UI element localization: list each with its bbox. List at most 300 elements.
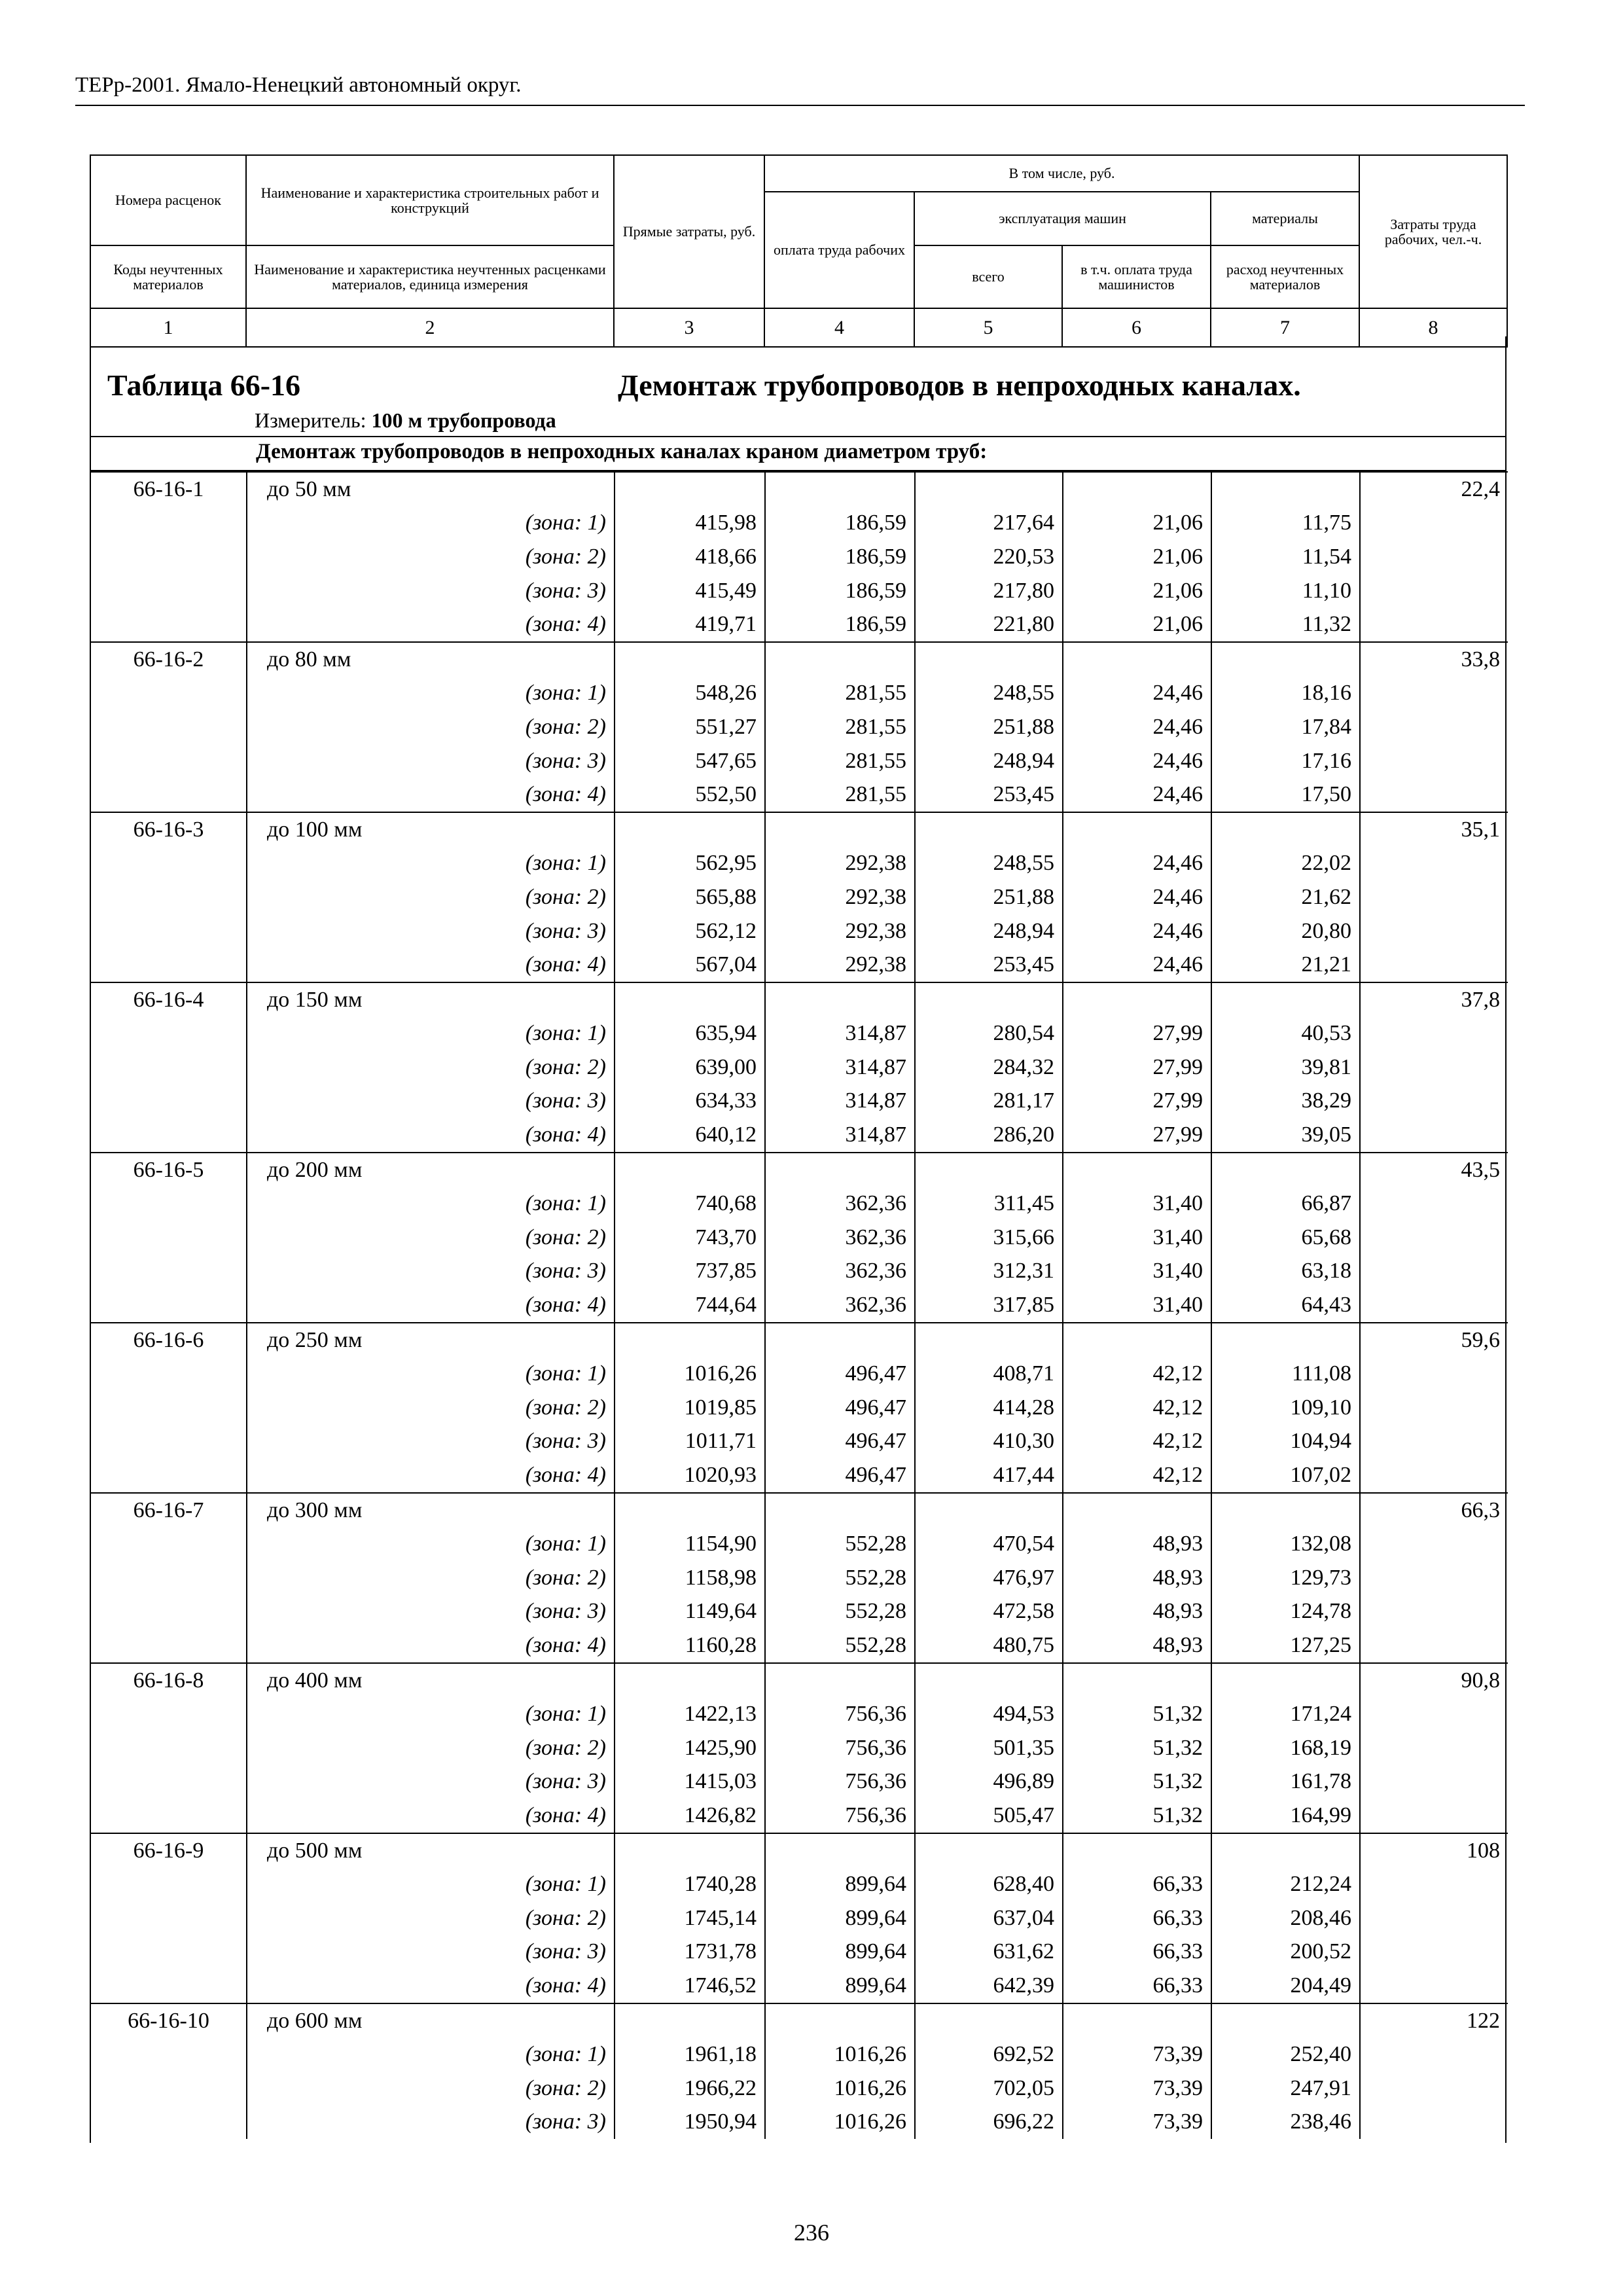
materials-cost: 39,05: [1211, 1118, 1360, 1153]
table-row: [91, 1493, 1508, 1528]
zone-label: (зона: 1): [247, 1357, 615, 1391]
rate-name: до 250 мм: [247, 1323, 615, 1357]
zone-label: (зона: 3): [247, 914, 615, 948]
header-col2-bottom: Наименование и характеристика неучтенных расценками материалов, единица измерения: [246, 245, 614, 308]
empty-cell: [1360, 1969, 1508, 2003]
machine-cost: 311,45: [915, 1187, 1063, 1221]
empty-cell: [615, 1153, 765, 1187]
direct-cost: 415,98: [615, 507, 765, 541]
rate-name: до 600 мм: [247, 2003, 615, 2038]
materials-cost: 171,24: [1211, 1697, 1360, 1731]
worker-wage: 1016,26: [765, 2072, 915, 2106]
empty-cell: [1360, 880, 1508, 914]
empty-cell: [1063, 1663, 1211, 1698]
zone-row: [91, 540, 1508, 574]
direct-cost: 1154,90: [615, 1527, 765, 1561]
zone-row: [91, 1357, 1508, 1391]
empty-cell: [1211, 1833, 1360, 1868]
table-row: [91, 2003, 1508, 2038]
empty-cell: [91, 1017, 247, 1051]
zone-row: [91, 847, 1508, 881]
operator-wage: 27,99: [1063, 1118, 1211, 1153]
empty-cell: [915, 2003, 1063, 2038]
materials-cost: 21,21: [1211, 948, 1360, 982]
zone-label: (зона: 4): [247, 1799, 615, 1833]
direct-cost: 1160,28: [615, 1628, 765, 1663]
zone-label: (зона: 1): [247, 1527, 615, 1561]
direct-cost: 1422,13: [615, 1697, 765, 1731]
materials-cost: 65,68: [1211, 1221, 1360, 1255]
machine-cost: 253,45: [915, 948, 1063, 982]
header-col2-top: Наименование и характеристика строительных работ и конструкций: [246, 155, 614, 245]
worker-wage: 899,64: [765, 1901, 915, 1935]
table-row: [91, 472, 1508, 507]
rate-code: 66-16-5: [91, 1153, 247, 1187]
zone-label: (зона: 3): [247, 744, 615, 778]
zone-row: [91, 1288, 1508, 1323]
operator-wage: 48,93: [1063, 1527, 1211, 1561]
empty-cell: [1211, 982, 1360, 1017]
rate-name: до 150 мм: [247, 982, 615, 1017]
empty-cell: [1360, 1765, 1508, 1799]
materials-cost: 127,25: [1211, 1628, 1360, 1663]
direct-cost: 635,94: [615, 1017, 765, 1051]
worker-wage: 281,55: [765, 744, 915, 778]
zone-label: (зона: 3): [247, 1765, 615, 1799]
machine-cost: 317,85: [915, 1288, 1063, 1323]
empty-cell: [1063, 472, 1211, 507]
materials-cost: 200,52: [1211, 1935, 1360, 1969]
operator-wage: 24,46: [1063, 880, 1211, 914]
direct-cost: 1158,98: [615, 1561, 765, 1595]
zone-row: [91, 880, 1508, 914]
zone-row: [91, 1595, 1508, 1629]
materials-cost: 204,49: [1211, 1969, 1360, 2003]
zone-row: [91, 574, 1508, 608]
direct-cost: 743,70: [615, 1221, 765, 1255]
materials-cost: 18,16: [1211, 677, 1360, 711]
zone-label: (зона: 2): [247, 1561, 615, 1595]
empty-cell: [91, 1527, 247, 1561]
materials-cost: 109,10: [1211, 1391, 1360, 1425]
machine-cost: 315,66: [915, 1221, 1063, 1255]
empty-cell: [91, 2072, 247, 2106]
materials-cost: 40,53: [1211, 1017, 1360, 1051]
machine-cost: 501,35: [915, 1731, 1063, 1765]
empty-cell: [1360, 1118, 1508, 1153]
zone-label: (зона: 1): [247, 1867, 615, 1901]
empty-cell: [1360, 540, 1508, 574]
unit-value: 100 м трубопровода: [371, 408, 556, 432]
table-row: [91, 1663, 1508, 1698]
header-col6: в т.ч. оплата труда машинистов: [1062, 245, 1211, 308]
machine-cost: 248,55: [915, 847, 1063, 881]
labor-cost: 35,1: [1360, 812, 1508, 847]
empty-cell: [615, 642, 765, 677]
empty-cell: [91, 1425, 247, 1459]
worker-wage: 756,36: [765, 1697, 915, 1731]
empty-cell: [915, 1323, 1063, 1357]
rate-code: 66-16-7: [91, 1493, 247, 1528]
direct-cost: 552,50: [615, 778, 765, 812]
empty-cell: [91, 1357, 247, 1391]
empty-cell: [765, 1153, 915, 1187]
materials-cost: 252,40: [1211, 2037, 1360, 2072]
machine-cost: 637,04: [915, 1901, 1063, 1935]
materials-cost: 129,73: [1211, 1561, 1360, 1595]
zone-row: [91, 2072, 1508, 2106]
zone-label: (зона: 4): [247, 948, 615, 982]
worker-wage: 552,28: [765, 1561, 915, 1595]
running-head: ТЕРр-2001. Ямало-Ненецкий автономный округ.: [75, 73, 522, 97]
empty-cell: [1211, 642, 1360, 677]
operator-wage: 66,33: [1063, 1901, 1211, 1935]
worker-wage: 292,38: [765, 948, 915, 982]
worker-wage: 496,47: [765, 1425, 915, 1459]
empty-cell: [615, 812, 765, 847]
empty-cell: [1063, 1833, 1211, 1868]
header-col5: всего: [914, 245, 1062, 308]
machine-cost: 631,62: [915, 1935, 1063, 1969]
empty-cell: [91, 607, 247, 642]
direct-cost: 1415,03: [615, 1765, 765, 1799]
machine-cost: 217,64: [915, 507, 1063, 541]
materials-cost: 38,29: [1211, 1085, 1360, 1119]
rate-code: 66-16-3: [91, 812, 247, 847]
zone-row: [91, 1085, 1508, 1119]
rate-name: до 200 мм: [247, 1153, 615, 1187]
zone-label: (зона: 2): [247, 1901, 615, 1935]
empty-cell: [91, 880, 247, 914]
empty-cell: [1063, 642, 1211, 677]
materials-cost: 17,16: [1211, 744, 1360, 778]
zone-row: [91, 1255, 1508, 1289]
worker-wage: 362,36: [765, 1255, 915, 1289]
zone-row: [91, 1425, 1508, 1459]
zone-label: (зона: 3): [247, 2106, 615, 2140]
empty-cell: [615, 1833, 765, 1868]
worker-wage: 281,55: [765, 710, 915, 744]
labor-cost: 108: [1360, 1833, 1508, 1868]
worker-wage: 362,36: [765, 1288, 915, 1323]
operator-wage: 21,06: [1063, 507, 1211, 541]
empty-cell: [1360, 1697, 1508, 1731]
rate-name: до 400 мм: [247, 1663, 615, 1698]
header-materials: материалы: [1211, 192, 1359, 245]
empty-cell: [1360, 507, 1508, 541]
empty-cell: [1360, 1391, 1508, 1425]
direct-cost: 1966,22: [615, 2072, 765, 2106]
zone-row: [91, 778, 1508, 812]
worker-wage: 281,55: [765, 677, 915, 711]
machine-cost: 476,97: [915, 1561, 1063, 1595]
zone-row: [91, 948, 1508, 982]
empty-cell: [91, 1221, 247, 1255]
direct-cost: 737,85: [615, 1255, 765, 1289]
direct-cost: 740,68: [615, 1187, 765, 1221]
empty-cell: [1360, 847, 1508, 881]
zone-row: [91, 744, 1508, 778]
worker-wage: 186,59: [765, 540, 915, 574]
materials-cost: 247,91: [1211, 2072, 1360, 2106]
table-row: [91, 1833, 1508, 1868]
zone-label: (зона: 2): [247, 1050, 615, 1085]
zone-label: (зона: 3): [247, 1085, 615, 1119]
zone-label: (зона: 3): [247, 1255, 615, 1289]
empty-cell: [91, 1901, 247, 1935]
empty-cell: [91, 778, 247, 812]
empty-cell: [1063, 2003, 1211, 2038]
page-number: 236: [794, 2219, 829, 2246]
empty-cell: [1211, 1663, 1360, 1698]
materials-cost: 20,80: [1211, 914, 1360, 948]
empty-cell: [1360, 607, 1508, 642]
worker-wage: 899,64: [765, 1867, 915, 1901]
zone-row: [91, 1935, 1508, 1969]
rate-code: 66-16-2: [91, 642, 247, 677]
worker-wage: 186,59: [765, 574, 915, 608]
empty-cell: [1063, 982, 1211, 1017]
direct-cost: 1020,93: [615, 1458, 765, 1493]
machine-cost: 702,05: [915, 2072, 1063, 2106]
operator-wage: 51,32: [1063, 1765, 1211, 1799]
operator-wage: 24,46: [1063, 778, 1211, 812]
operator-wage: 48,93: [1063, 1628, 1211, 1663]
machine-cost: 494,53: [915, 1697, 1063, 1731]
operator-wage: 31,40: [1063, 1221, 1211, 1255]
labor-cost: 22,4: [1360, 472, 1508, 507]
header-col8: Затраты труда рабочих, чел.-ч.: [1359, 155, 1507, 308]
machine-cost: 248,94: [915, 744, 1063, 778]
empty-cell: [91, 1731, 247, 1765]
machine-cost: 248,55: [915, 677, 1063, 711]
empty-cell: [1211, 2003, 1360, 2038]
column-number: 4: [764, 308, 914, 347]
operator-wage: 66,33: [1063, 1935, 1211, 1969]
operator-wage: 21,06: [1063, 540, 1211, 574]
worker-wage: 1016,26: [765, 2106, 915, 2140]
operator-wage: 73,39: [1063, 2037, 1211, 2072]
materials-cost: 107,02: [1211, 1458, 1360, 1493]
zone-row: [91, 1458, 1508, 1493]
column-number: 3: [614, 308, 764, 347]
worker-wage: 314,87: [765, 1085, 915, 1119]
materials-cost: 208,46: [1211, 1901, 1360, 1935]
zone-label: (зона: 4): [247, 607, 615, 642]
zone-row: [91, 1628, 1508, 1663]
operator-wage: 31,40: [1063, 1255, 1211, 1289]
empty-cell: [1063, 812, 1211, 847]
machine-cost: 280,54: [915, 1017, 1063, 1051]
zone-row: [91, 1118, 1508, 1153]
empty-cell: [765, 812, 915, 847]
zone-row: [91, 2037, 1508, 2072]
machine-cost: 217,80: [915, 574, 1063, 608]
direct-cost: 1740,28: [615, 1867, 765, 1901]
operator-wage: 27,99: [1063, 1017, 1211, 1051]
empty-cell: [91, 2037, 247, 2072]
zone-label: (зона: 2): [247, 710, 615, 744]
empty-cell: [91, 914, 247, 948]
materials-cost: 168,19: [1211, 1731, 1360, 1765]
empty-cell: [1360, 744, 1508, 778]
zone-label: (зона: 4): [247, 1118, 615, 1153]
header-machines: эксплуатация машин: [914, 192, 1211, 245]
direct-cost: 562,95: [615, 847, 765, 881]
materials-cost: 238,46: [1211, 2106, 1360, 2140]
header-col7: расход неучтенных материалов: [1211, 245, 1359, 308]
labor-cost: 66,3: [1360, 1493, 1508, 1528]
zone-row: [91, 1050, 1508, 1085]
zone-row: [91, 1527, 1508, 1561]
direct-cost: 639,00: [615, 1050, 765, 1085]
empty-cell: [1063, 1323, 1211, 1357]
machine-cost: 251,88: [915, 710, 1063, 744]
rate-code: 66-16-1: [91, 472, 247, 507]
empty-cell: [1063, 1493, 1211, 1528]
worker-wage: 292,38: [765, 880, 915, 914]
materials-cost: 164,99: [1211, 1799, 1360, 1833]
worker-wage: 756,36: [765, 1799, 915, 1833]
empty-cell: [91, 847, 247, 881]
column-number: 8: [1359, 308, 1507, 347]
materials-cost: 22,02: [1211, 847, 1360, 881]
worker-wage: 314,87: [765, 1118, 915, 1153]
empty-cell: [91, 507, 247, 541]
operator-wage: 24,46: [1063, 744, 1211, 778]
zone-label: (зона: 2): [247, 1731, 615, 1765]
zone-row: [91, 2106, 1508, 2140]
operator-wage: 21,06: [1063, 607, 1211, 642]
materials-cost: 11,32: [1211, 607, 1360, 642]
empty-cell: [1360, 1050, 1508, 1085]
empty-cell: [91, 677, 247, 711]
empty-cell: [91, 1391, 247, 1425]
zone-row: [91, 1697, 1508, 1731]
empty-cell: [1360, 914, 1508, 948]
materials-cost: 11,54: [1211, 540, 1360, 574]
worker-wage: 756,36: [765, 1765, 915, 1799]
rate-name: до 500 мм: [247, 1833, 615, 1868]
direct-cost: 634,33: [615, 1085, 765, 1119]
operator-wage: 48,93: [1063, 1561, 1211, 1595]
header-col1-top: Номера расценок: [90, 155, 246, 245]
operator-wage: 24,46: [1063, 914, 1211, 948]
worker-wage: 362,36: [765, 1221, 915, 1255]
worker-wage: 292,38: [765, 847, 915, 881]
column-number: 2: [246, 308, 614, 347]
machine-cost: 312,31: [915, 1255, 1063, 1289]
labor-cost: 90,8: [1360, 1663, 1508, 1698]
operator-wage: 27,99: [1063, 1050, 1211, 1085]
zone-label: (зона: 1): [247, 677, 615, 711]
machine-cost: 417,44: [915, 1458, 1063, 1493]
zone-label: (зона: 4): [247, 1628, 615, 1663]
machine-cost: 408,71: [915, 1357, 1063, 1391]
rate-code: 66-16-8: [91, 1663, 247, 1698]
worker-wage: 186,59: [765, 507, 915, 541]
machine-cost: 642,39: [915, 1969, 1063, 2003]
machine-cost: 414,28: [915, 1391, 1063, 1425]
materials-cost: 39,81: [1211, 1050, 1360, 1085]
materials-cost: 63,18: [1211, 1255, 1360, 1289]
empty-cell: [915, 1153, 1063, 1187]
table-row: [91, 982, 1508, 1017]
direct-cost: 547,65: [615, 744, 765, 778]
header-col3: Прямые затраты, руб.: [614, 155, 764, 308]
zone-label: (зона: 2): [247, 1221, 615, 1255]
operator-wage: 42,12: [1063, 1458, 1211, 1493]
zone-row: [91, 677, 1508, 711]
zone-label: (зона: 3): [247, 1595, 615, 1629]
empty-cell: [1360, 1288, 1508, 1323]
column-number: 7: [1211, 308, 1359, 347]
labor-cost: 37,8: [1360, 982, 1508, 1017]
empty-cell: [91, 1867, 247, 1901]
zone-label: (зона: 4): [247, 1969, 615, 2003]
zone-row: [91, 1561, 1508, 1595]
empty-cell: [91, 1050, 247, 1085]
operator-wage: 51,32: [1063, 1697, 1211, 1731]
labor-cost: 59,6: [1360, 1323, 1508, 1357]
zone-row: [91, 1765, 1508, 1799]
empty-cell: [1360, 1221, 1508, 1255]
rate-code: 66-16-4: [91, 982, 247, 1017]
empty-cell: [1360, 2037, 1508, 2072]
table-number: Таблица 66-16: [107, 368, 301, 402]
materials-cost: 11,75: [1211, 507, 1360, 541]
empty-cell: [615, 982, 765, 1017]
empty-cell: [1360, 1799, 1508, 1833]
zone-row: [91, 914, 1508, 948]
zone-row: [91, 1221, 1508, 1255]
zone-row: [91, 607, 1508, 642]
machine-cost: 251,88: [915, 880, 1063, 914]
rate-name: до 80 мм: [247, 642, 615, 677]
empty-cell: [1360, 574, 1508, 608]
zone-row: [91, 1731, 1508, 1765]
group-title: [91, 437, 1505, 471]
empty-cell: [1360, 2072, 1508, 2106]
empty-cell: [91, 1935, 247, 1969]
zone-label: (зона: 4): [247, 1458, 615, 1493]
empty-cell: [915, 1833, 1063, 1868]
machine-cost: 496,89: [915, 1765, 1063, 1799]
zone-label: (зона: 2): [247, 880, 615, 914]
direct-cost: 1950,94: [615, 2106, 765, 2140]
zone-row: [91, 710, 1508, 744]
rate-name: до 300 мм: [247, 1493, 615, 1528]
zone-label: (зона: 4): [247, 1288, 615, 1323]
zone-label: (зона: 1): [247, 847, 615, 881]
worker-wage: 552,28: [765, 1628, 915, 1663]
operator-wage: 24,46: [1063, 710, 1211, 744]
machine-cost: 248,94: [915, 914, 1063, 948]
empty-cell: [91, 574, 247, 608]
empty-cell: [765, 642, 915, 677]
materials-cost: 132,08: [1211, 1527, 1360, 1561]
materials-cost: 21,62: [1211, 880, 1360, 914]
empty-cell: [1360, 1628, 1508, 1663]
empty-cell: [765, 472, 915, 507]
operator-wage: 27,99: [1063, 1085, 1211, 1119]
labor-cost: 43,5: [1360, 1153, 1508, 1187]
direct-cost: 1426,82: [615, 1799, 765, 1833]
empty-cell: [1360, 1561, 1508, 1595]
machine-cost: 220,53: [915, 540, 1063, 574]
operator-wage: 73,39: [1063, 2106, 1211, 2140]
operator-wage: 31,40: [1063, 1288, 1211, 1323]
